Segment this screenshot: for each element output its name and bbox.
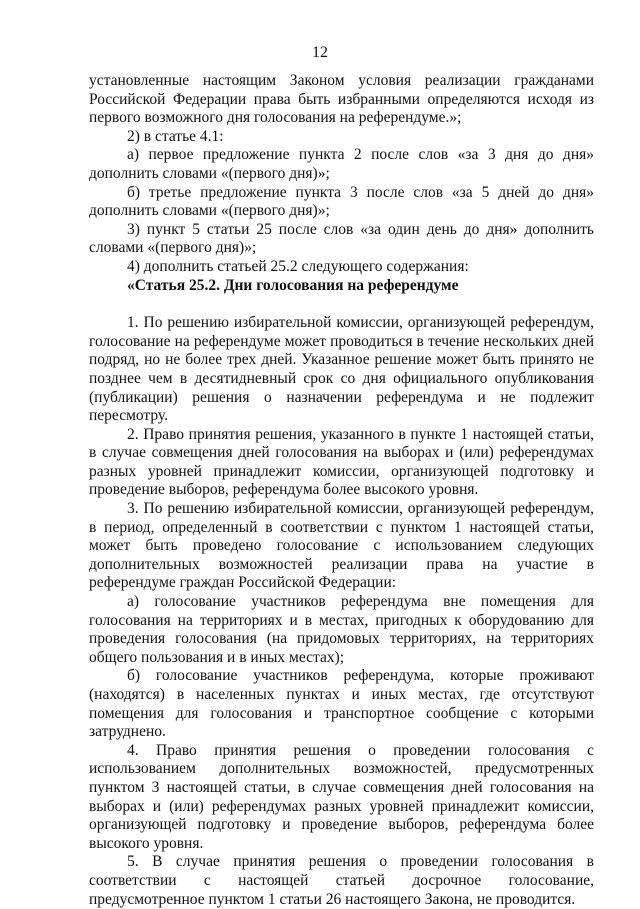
- article-clause-4: 4. Право принятия решения о проведении голосования с использованием дополнительных возможностей, предусмотренных пунктом 3 настоящей статьи, в случае совмещения дней голосования на выборах и (или) референдумах разных уровней принадлежит комиссии, организующей подготовку и проведение выборов, референдума более высокого уровня.: [89, 741, 594, 852]
- paragraph-item-2a: а) первое предложение пункта 2 после слов «за 3 дня до дня» дополнить словами «(первого дня)»;: [89, 146, 594, 182]
- article-subclause-a: а) голосование участников референдума вне помещения для голосования на территориях и в местах, пригодных к оборудованию для проведения голосования (на придомовых территориях, на территориях общего пользования и в иных местах);: [89, 593, 594, 666]
- paragraph-item-2b: б) третье предложение пункта 3 после слов «за 5 дней до дня» дополнить словами «(первого дня)»;: [89, 183, 594, 220]
- article-subclause-b: б) голосование участников референдума, которые проживают (находятся) в населенных пунктах и иных местах, где отсутствуют помещения для голосования и транспортное сообщение с которыми затруднено.: [89, 667, 594, 741]
- paragraph-item-4: 4) дополнить статьей 25.2 следующего содержания:: [127, 257, 469, 275]
- article-clause-2: 2. Право принятия решения, указанного в пункте 1 настоящей статьи, в случае совмещения дней голосования на выборах и (или) референдумах разных уровней принадлежит комиссии, организующей подготовку и проведение выборов, референдума более высокого уровня.: [89, 425, 594, 499]
- article-clause-3: 3. По решению избирательной комиссии, организующей референдум, в период, определенный в соответствии с пунктом 1 настоящей статьи, может быть проведено голосование с использованием следующих дополнительных возможностей реализации права на участие в референдуме граждан Российской Федерации:: [89, 500, 594, 592]
- paragraph-item-2: 2) в статье 4.1:: [127, 127, 224, 145]
- article-clause-5: 5. В случае принятия решения о проведении голосования в соответствии с настоящей статьей досрочное голосование, предусмотренное пунктом 1 статьи 26 настоящего Закона, не проводится.: [89, 853, 594, 908]
- page-number: 12: [312, 44, 328, 61]
- article-heading: «Статья 25.2. Дни голосования на референдуме: [127, 276, 459, 294]
- paragraph-item-3: 3) пункт 5 статьи 25 после слов «за один день до дня» дополнить словами «(первого дня)»;: [89, 220, 594, 257]
- document-body: [89, 72, 594, 909]
- article-clause-1: 1. По решению избирательной комиссии, организующей референдум, голосование на референдуме может проводиться в течение нескольких дней подряд, но не более трех дней. Указанное решение может быть принято не позднее чем в десятидневный срок со дня официального опубликования (публикации) решения о назначении референдума и не подлежит пересмотру.: [89, 314, 594, 425]
- paragraph-continuation: установленные настоящим Законом условия реализации гражданами Российской Федерации права быть избранными определяются исходя из первого возможного дня голосования на референдуме.»;: [89, 72, 594, 127]
